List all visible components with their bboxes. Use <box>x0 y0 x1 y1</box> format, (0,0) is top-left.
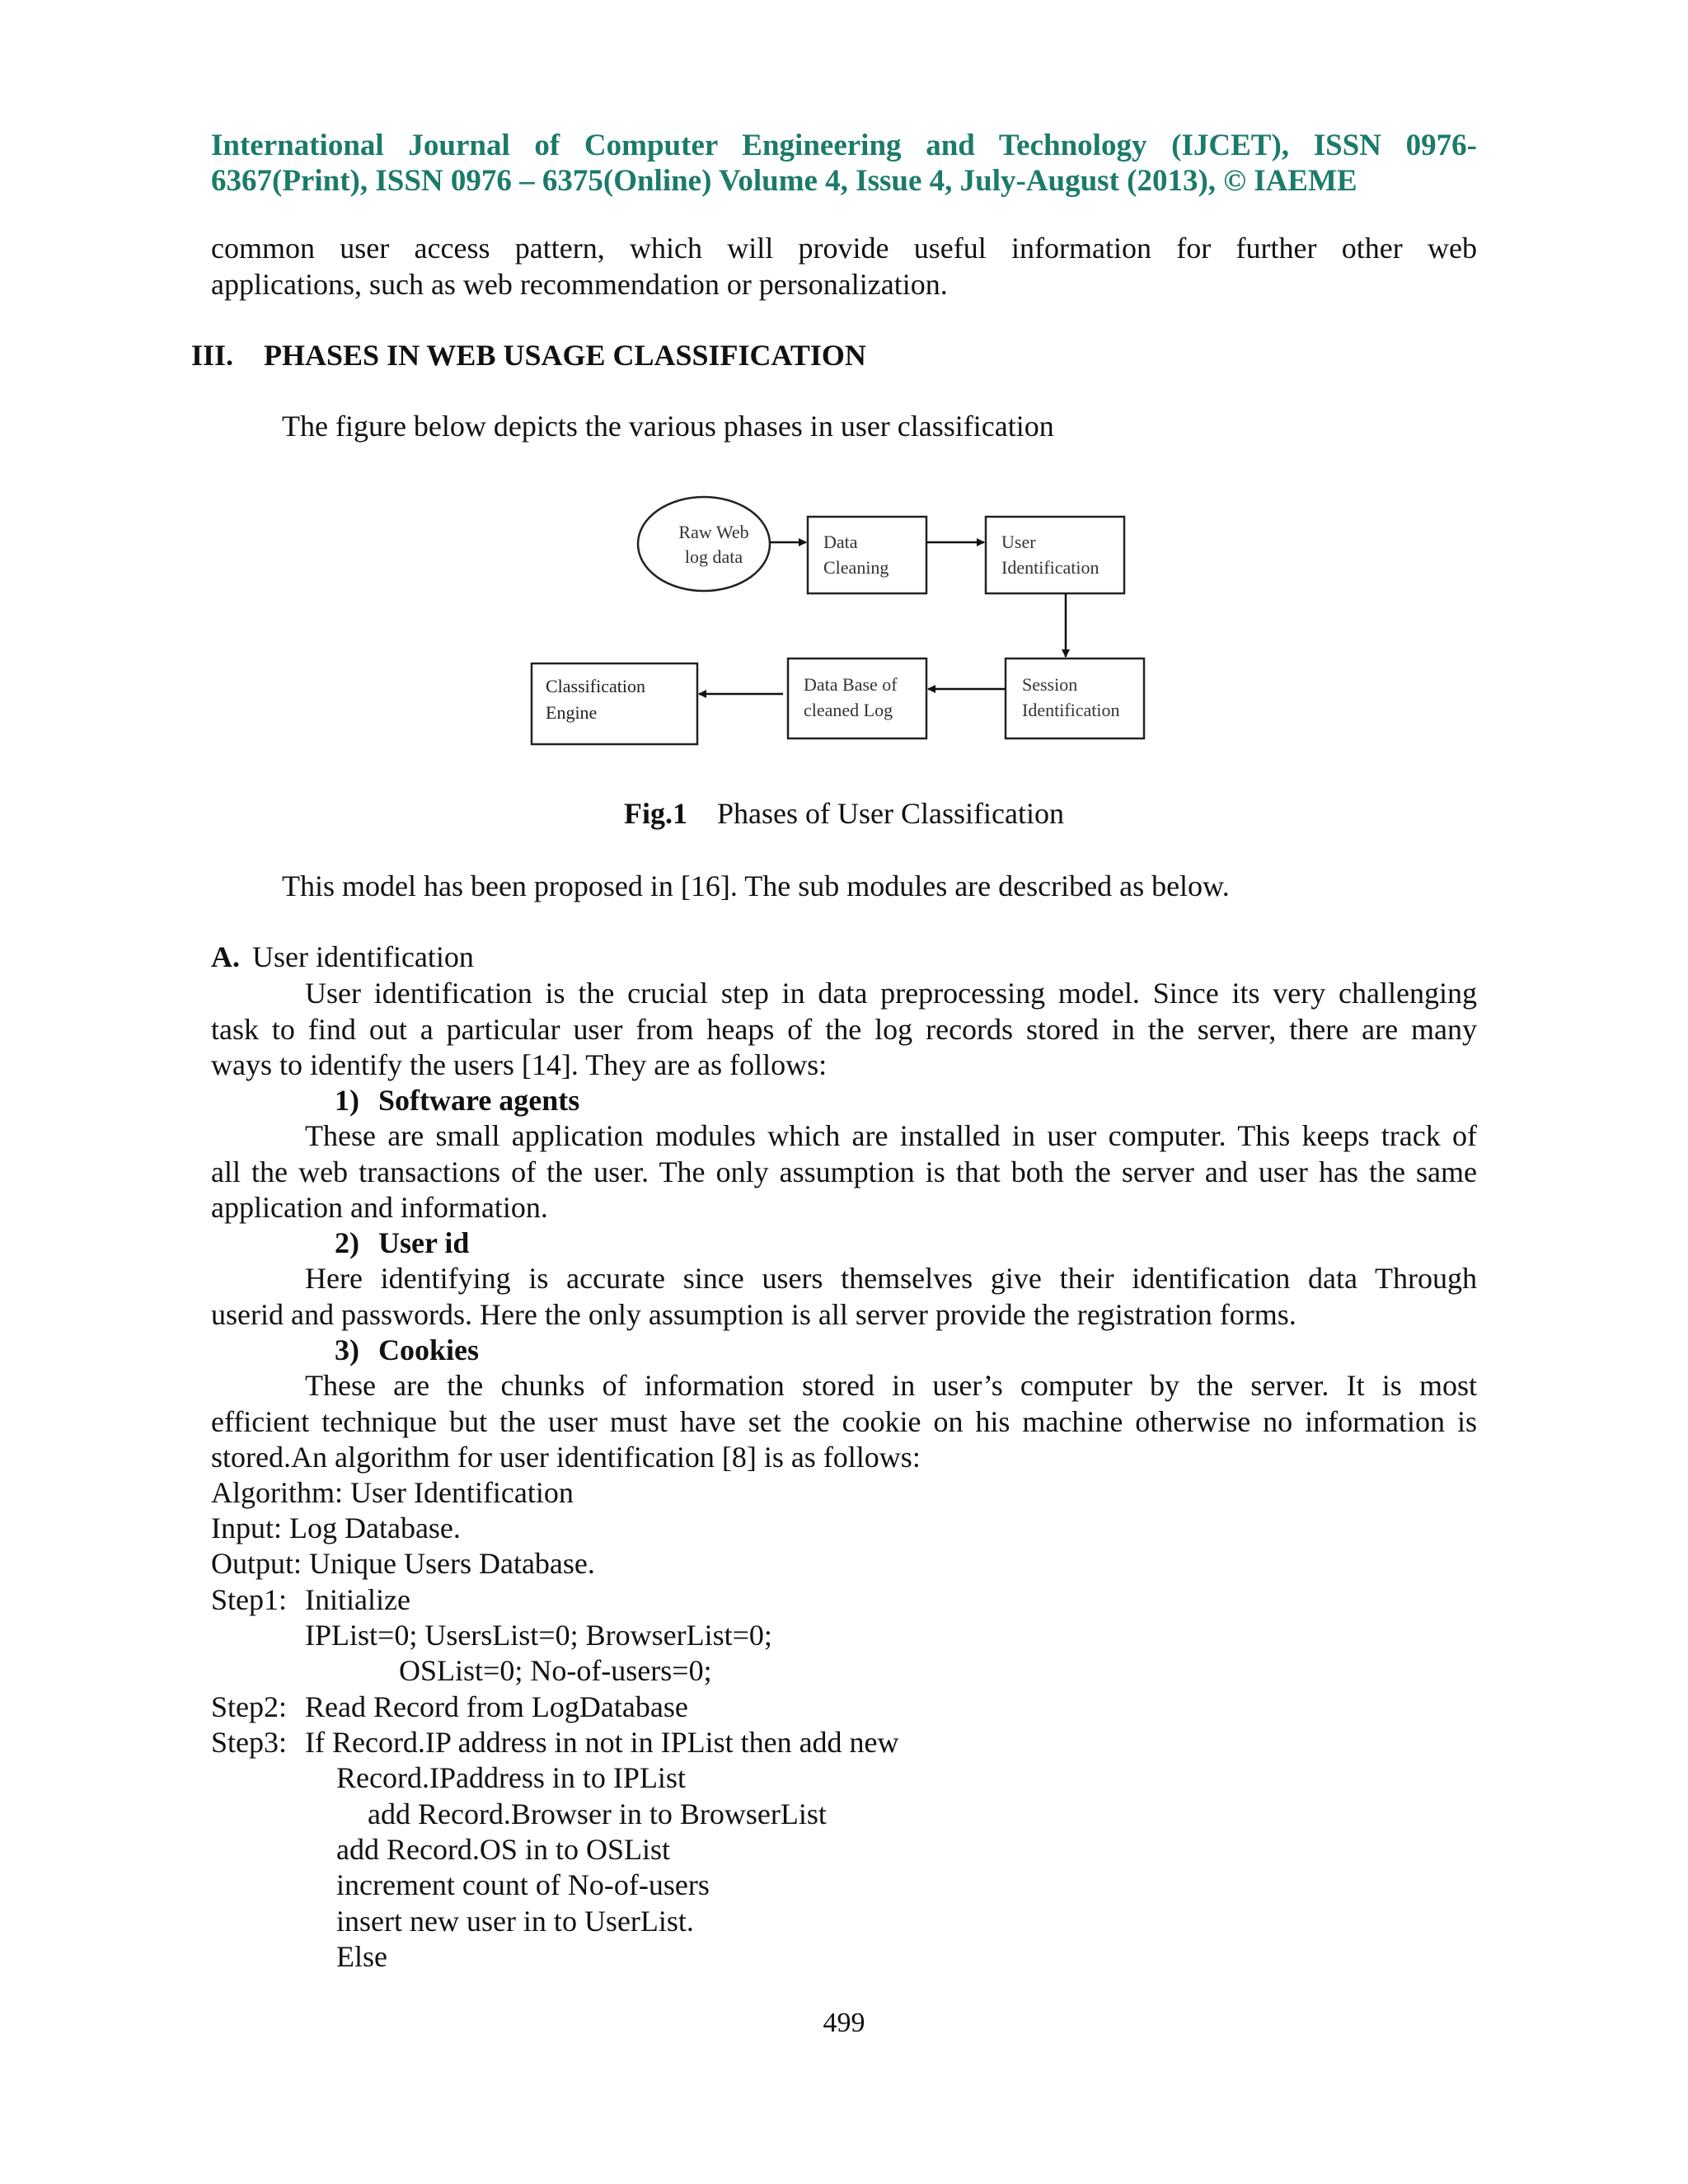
node-user-id-line-1: User <box>1001 532 1036 552</box>
node-user-identification <box>986 517 1124 593</box>
node-session-identification <box>1006 658 1144 738</box>
algorithm-step3-label: Step3: <box>211 1726 288 1759</box>
node-engine-line-2: Engine <box>546 702 598 723</box>
item-2-line-2: userid and passwords. Here the only assumption is all server provide the registration forms. <box>211 1297 1296 1331</box>
section-lead: The figure below depicts the various phases in user classification <box>282 410 1054 443</box>
algorithm-step2-label: Step2: <box>211 1690 288 1723</box>
intro-line-2: applications, such as web recommendation or personalization. <box>211 267 948 301</box>
page-number: 499 <box>823 2008 865 2038</box>
node-engine-line-1: Classification <box>546 676 645 696</box>
item-3-line-3: stored.An algorithm for user identification [8] is as follows: <box>211 1441 921 1474</box>
algorithm-step2-text: Read Record from LogDatabase <box>305 1690 688 1723</box>
item-2-paragraph <box>211 1261 1477 1333</box>
item-2-heading <box>335 1226 469 1262</box>
section-title: PHASES IN WEB USAGE CLASSIFICATION <box>264 339 866 372</box>
node-database-line-2: cleaned Log <box>804 700 893 720</box>
algorithm-output: Output: Unique Users Database. <box>211 1547 595 1580</box>
model-text: This model has been proposed in [16]. The sub modules are described as below. <box>282 869 1230 902</box>
algorithm-title: Algorithm: User Identification <box>211 1476 574 1509</box>
algorithm-step1-text: Initialize <box>305 1583 410 1616</box>
node-cleaning-line-2: Cleaning <box>823 557 889 578</box>
node-classification-engine <box>532 663 697 744</box>
subsection-a-label: A. <box>211 940 240 973</box>
node-cleaning-line-1: Data <box>823 532 858 552</box>
subsection-a-heading <box>211 940 474 976</box>
item-2-title: User id <box>378 1226 470 1259</box>
item-1-line-1: These are small application modules which are installed in user computer. This keeps track of <box>305 1119 1477 1152</box>
algorithm-step3-line-3: add Record.OS in to OSList <box>336 1833 670 1866</box>
figure-caption-label: Fig.1 <box>624 797 688 830</box>
item-1-title: Software agents <box>378 1084 580 1117</box>
item-3-line-2: efficient technique but the user must have set the cookie on his machine otherwise no information is <box>211 1404 1477 1438</box>
node-data-cleaning <box>808 517 926 593</box>
algorithm-step1-line-2: IPList=0; UsersList=0; BrowserList=0; <box>305 1619 772 1652</box>
journal-header-line-2: 6367(Print), ISSN 0976 – 6375(Online) Volume 4, Issue 4, July-August (2013), © IAEME <box>211 164 1357 198</box>
item-1-line-3: application and information. <box>211 1191 548 1224</box>
algorithm-step3-line-4: increment count of No-of-users <box>336 1868 710 1901</box>
node-session-line-2: Identification <box>1022 700 1120 720</box>
item-1-heading <box>335 1083 579 1119</box>
subsection-a-line-2: task to find out a particular user from heaps of the log records stored in the server, there are many <box>211 1012 1477 1046</box>
node-raw-web-log-data <box>638 497 770 591</box>
item-3-number: 3) <box>335 1333 359 1366</box>
item-1-number: 1) <box>335 1084 359 1117</box>
item-1-paragraph <box>211 1118 1477 1226</box>
node-database-line-1: Data Base of <box>804 674 898 695</box>
node-raw-line-2: log data <box>684 546 743 567</box>
subsection-a-line-1: User identification is the crucial step in data preprocessing model. Since its very challenging <box>305 977 1477 1010</box>
journal-header-line-1: International Journal of Computer Engineering and Technology (IJCET), ISSN 0976- <box>211 129 1477 162</box>
node-user-id-line-2: Identification <box>1001 557 1100 578</box>
algorithm-step3-text: If Record.IP address in not in IPList then add new <box>305 1726 899 1759</box>
algorithm-input: Input: Log Database. <box>211 1511 461 1544</box>
figure-caption <box>0 796 1688 831</box>
section-number: III. <box>191 339 234 372</box>
node-raw-line-1: Raw Web <box>678 522 749 542</box>
subsection-a-paragraph <box>211 976 1477 1084</box>
algorithm-step1-label: Step1: <box>211 1583 288 1616</box>
item-2-line-1: Here identifying is accurate since users themselves give their identification data Through <box>305 1262 1477 1295</box>
item-1-line-2: all the web transactions of the user. The only assumption is that both the server and user has the same <box>211 1155 1477 1188</box>
algorithm-step3-line-6: Else <box>336 1940 387 1973</box>
algorithm-step3-line-1: Record.IPaddress in to IPList <box>336 1761 686 1794</box>
item-3-heading <box>335 1333 479 1369</box>
item-3-paragraph <box>211 1368 1477 1476</box>
algorithm-step1-line-3: OSList=0; No-of-users=0; <box>399 1654 712 1687</box>
item-3-title: Cookies <box>378 1333 480 1366</box>
algorithm-step3-line-5: insert new user in to UserList. <box>336 1905 694 1938</box>
algorithm-step3-line-2: add Record.Browser in to BrowserList <box>368 1797 827 1830</box>
node-cleaned-log-database <box>788 658 926 738</box>
figure-caption-text: Phases of User Classification <box>717 797 1064 830</box>
item-2-number: 2) <box>335 1226 359 1259</box>
intro-line-1: common user access pattern, which will provide useful information for further other web <box>211 232 1477 265</box>
subsection-a-title: User identification <box>252 940 474 973</box>
subsection-a-line-3: ways to identify the users [14]. They are as follows: <box>211 1048 828 1081</box>
node-session-line-1: Session <box>1022 674 1078 695</box>
item-3-line-1: These are the chunks of information stored in user’s computer by the server. It is most <box>305 1369 1477 1402</box>
